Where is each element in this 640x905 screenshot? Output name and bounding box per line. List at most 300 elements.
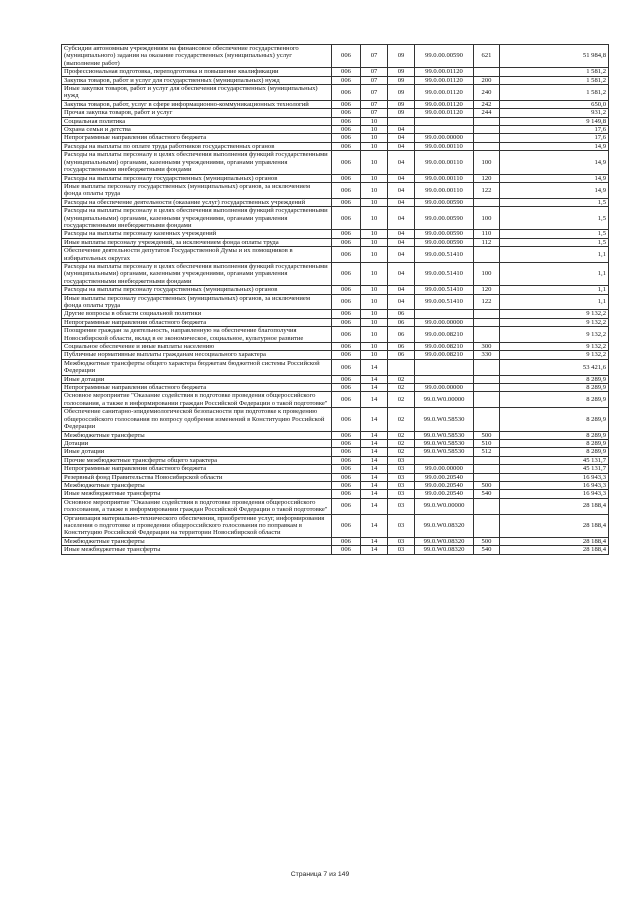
- row-amount: 1,5: [500, 230, 609, 238]
- table-row: [62, 182, 609, 198]
- row-amount: 8 289,9: [500, 448, 609, 456]
- row-target: 99.0.00.00000: [415, 384, 474, 392]
- row-target: 99.0.W0.58530: [415, 408, 474, 431]
- row-ministry: 006: [332, 359, 361, 375]
- row-amount: 51 984,8: [500, 45, 609, 68]
- row-name: Социальное обеспечение и иные выплаты населению: [62, 343, 332, 351]
- row-ministry: 006: [332, 481, 361, 489]
- row-target: 99.0.00.51410: [415, 247, 474, 263]
- budget-table-body: [62, 45, 609, 555]
- row-subsection: 09: [388, 109, 415, 117]
- row-section: 14: [361, 537, 388, 545]
- row-subsection: 04: [388, 151, 415, 174]
- row-type: [474, 142, 500, 150]
- row-type: 120: [474, 174, 500, 182]
- table-row: [62, 473, 609, 481]
- row-subsection: 03: [388, 456, 415, 464]
- row-target: 99.0.00.20540: [415, 481, 474, 489]
- row-amount: 14,9: [500, 174, 609, 182]
- row-amount: 28 188,4: [500, 546, 609, 554]
- row-section: 10: [361, 230, 388, 238]
- row-type: 242: [474, 100, 500, 108]
- row-name: Обеспечение деятельности депутатов Государственной Думы и их помощников в избирательных округах: [62, 247, 332, 263]
- table-row: [62, 151, 609, 174]
- row-amount: 45 131,7: [500, 465, 609, 473]
- row-amount: 9 132,2: [500, 327, 609, 343]
- table-row: [62, 45, 609, 68]
- row-name: Расходы на выплаты по оплате труда работников государственных органов: [62, 142, 332, 150]
- row-amount: 16 943,3: [500, 490, 609, 498]
- row-section: 14: [361, 439, 388, 447]
- row-subsection: 04: [388, 207, 415, 230]
- table-row: [62, 174, 609, 182]
- row-target: 99.0.00.01120: [415, 100, 474, 108]
- row-subsection: 03: [388, 498, 415, 514]
- row-type: [474, 392, 500, 408]
- table-row: [62, 109, 609, 117]
- row-section: 10: [361, 247, 388, 263]
- row-subsection: 02: [388, 375, 415, 383]
- row-name: Расходы на выплаты персоналу государственных (муниципальных) органов: [62, 286, 332, 294]
- table-row: [62, 439, 609, 447]
- row-subsection: 06: [388, 343, 415, 351]
- table-row: [62, 465, 609, 473]
- row-target: [415, 456, 474, 464]
- row-target: 99.0.00.20540: [415, 473, 474, 481]
- row-name: Прочая закупка товаров, работ и услуг: [62, 109, 332, 117]
- table-row: [62, 238, 609, 246]
- row-section: 14: [361, 359, 388, 375]
- row-ministry: 006: [332, 384, 361, 392]
- row-subsection: 09: [388, 100, 415, 108]
- row-ministry: 006: [332, 151, 361, 174]
- row-amount: 9 132,2: [500, 351, 609, 359]
- table-row: [62, 490, 609, 498]
- row-section: 14: [361, 392, 388, 408]
- table-row: [62, 537, 609, 545]
- row-name: Расходы на выплаты персоналу в целях обеспечения выполнения функций государственными (муниципальными) органами, казенными учреждениями, органами управления государственными внебюджетными фондами: [62, 207, 332, 230]
- row-type: 100: [474, 151, 500, 174]
- row-section: 14: [361, 465, 388, 473]
- row-target: 99.0.00.51410: [415, 262, 474, 285]
- row-type: [474, 310, 500, 318]
- row-target: 99.0.00.00590: [415, 238, 474, 246]
- row-amount: 9 132,2: [500, 310, 609, 318]
- row-amount: 45 131,7: [500, 456, 609, 464]
- row-ministry: 006: [332, 109, 361, 117]
- row-ministry: 006: [332, 448, 361, 456]
- row-subsection: 04: [388, 286, 415, 294]
- row-type: 510: [474, 439, 500, 447]
- row-subsection: 02: [388, 439, 415, 447]
- row-type: 500: [474, 537, 500, 545]
- table-row: [62, 134, 609, 142]
- row-ministry: 006: [332, 117, 361, 125]
- row-target: 99.0.00.08210: [415, 327, 474, 343]
- row-target: 99.0.W0.08320: [415, 546, 474, 554]
- table-row: [62, 100, 609, 108]
- row-subsection: [388, 359, 415, 375]
- row-type: [474, 473, 500, 481]
- row-ministry: 006: [332, 408, 361, 431]
- row-name: Иные выплаты персоналу государственных (муниципальных) органов, за исключением фонда оплаты труда: [62, 294, 332, 310]
- row-name: Межбюджетные трансферты общего характера бюджетам бюджетной системы Российской Федерации: [62, 359, 332, 375]
- row-name: Основное мероприятие "Оказание содействия в подготовке проведения общероссийского голосования, а также в информировании граждан Российской Федерации о такой подготовке": [62, 498, 332, 514]
- row-section: 07: [361, 109, 388, 117]
- table-row: [62, 359, 609, 375]
- row-name: Расходы на выплаты персоналу государственных (муниципальных) органов: [62, 174, 332, 182]
- row-type: 621: [474, 45, 500, 68]
- row-target: [415, 375, 474, 383]
- row-amount: 8 289,9: [500, 431, 609, 439]
- page-number: Страница 7 из 149: [290, 871, 350, 878]
- row-ministry: 006: [332, 68, 361, 76]
- row-amount: 1 581,2: [500, 68, 609, 76]
- table-row: [62, 514, 609, 537]
- row-section: 10: [361, 343, 388, 351]
- row-type: [474, 134, 500, 142]
- row-ministry: 006: [332, 514, 361, 537]
- row-amount: 1,5: [500, 238, 609, 246]
- row-name: Другие вопросы в области социальной политики: [62, 310, 332, 318]
- row-amount: 1,5: [500, 198, 609, 206]
- row-name: Социальная политика: [62, 117, 332, 125]
- row-ministry: 006: [332, 439, 361, 447]
- row-type: [474, 384, 500, 392]
- row-type: 540: [474, 546, 500, 554]
- row-type: [474, 498, 500, 514]
- row-target: 99.0.00.01120: [415, 109, 474, 117]
- table-row: [62, 351, 609, 359]
- row-ministry: 006: [332, 174, 361, 182]
- row-name: Расходы на выплаты персоналу в целях обеспечения выполнения функций государственными (муниципальными) органами, казенными учреждениями, органами управления государственными внебюджетными фондами: [62, 151, 332, 174]
- table-row: [62, 198, 609, 206]
- row-amount: 1,5: [500, 207, 609, 230]
- row-section: 14: [361, 498, 388, 514]
- row-ministry: 006: [332, 182, 361, 198]
- row-ministry: 006: [332, 343, 361, 351]
- row-type: [474, 327, 500, 343]
- row-type: [474, 117, 500, 125]
- row-name: Межбюджетные трансферты: [62, 431, 332, 439]
- row-section: 10: [361, 262, 388, 285]
- table-row: [62, 68, 609, 76]
- table-row: [62, 262, 609, 285]
- row-ministry: 006: [332, 392, 361, 408]
- row-subsection: 06: [388, 327, 415, 343]
- row-ministry: 006: [332, 238, 361, 246]
- row-type: 100: [474, 207, 500, 230]
- row-subsection: 04: [388, 238, 415, 246]
- row-type: 500: [474, 431, 500, 439]
- row-subsection: 03: [388, 473, 415, 481]
- row-ministry: 006: [332, 327, 361, 343]
- row-section: 10: [361, 286, 388, 294]
- row-ministry: 006: [332, 465, 361, 473]
- row-subsection: 02: [388, 448, 415, 456]
- row-ministry: 006: [332, 375, 361, 383]
- row-target: 99.0.00.00110: [415, 182, 474, 198]
- table-row: [62, 392, 609, 408]
- row-amount: 1,1: [500, 247, 609, 263]
- row-section: 10: [361, 134, 388, 142]
- row-amount: 16 943,3: [500, 473, 609, 481]
- row-type: [474, 198, 500, 206]
- row-target: [415, 359, 474, 375]
- row-ministry: 006: [332, 546, 361, 554]
- row-subsection: 03: [388, 490, 415, 498]
- table-row: [62, 318, 609, 326]
- row-amount: 1,1: [500, 286, 609, 294]
- row-amount: 8 289,9: [500, 439, 609, 447]
- row-amount: 9 149,8: [500, 117, 609, 125]
- row-target: 99.0.W0.08320: [415, 537, 474, 545]
- row-section: 10: [361, 174, 388, 182]
- row-subsection: 04: [388, 230, 415, 238]
- row-ministry: 006: [332, 473, 361, 481]
- row-section: 10: [361, 207, 388, 230]
- row-ministry: 006: [332, 351, 361, 359]
- row-subsection: 09: [388, 68, 415, 76]
- row-type: 100: [474, 262, 500, 285]
- row-section: 10: [361, 351, 388, 359]
- row-target: 99.0.W0.58530: [415, 448, 474, 456]
- row-amount: 17,6: [500, 126, 609, 134]
- row-amount: 1 581,2: [500, 76, 609, 84]
- row-name: Дотации: [62, 439, 332, 447]
- row-subsection: 09: [388, 85, 415, 101]
- row-name: Непрограммные направления областного бюджета: [62, 465, 332, 473]
- row-amount: 14,9: [500, 151, 609, 174]
- row-section: 14: [361, 546, 388, 554]
- table-row: [62, 384, 609, 392]
- row-target: 99.0.00.01120: [415, 68, 474, 76]
- row-amount: 9 132,2: [500, 318, 609, 326]
- row-section: 10: [361, 151, 388, 174]
- row-target: 99.0.00.08210: [415, 351, 474, 359]
- row-amount: 8 289,9: [500, 392, 609, 408]
- row-section: 10: [361, 294, 388, 310]
- row-name: Профессиональная подготовка, переподготовка и повышение квалификации: [62, 68, 332, 76]
- row-amount: 16 943,3: [500, 481, 609, 489]
- row-name: Иные межбюджетные трансферты: [62, 490, 332, 498]
- row-target: 99.0.00.00590: [415, 230, 474, 238]
- row-type: [474, 247, 500, 263]
- row-target: 99.0.W0.00000: [415, 498, 474, 514]
- row-subsection: 04: [388, 126, 415, 134]
- row-name: Прочие межбюджетные трансферты общего характера: [62, 456, 332, 464]
- table-row: [62, 286, 609, 294]
- row-section: 07: [361, 45, 388, 68]
- table-row: [62, 408, 609, 431]
- row-amount: 8 289,9: [500, 408, 609, 431]
- row-target: [415, 310, 474, 318]
- row-name: Расходы на выплаты персоналу казенных учреждений: [62, 230, 332, 238]
- row-section: 07: [361, 76, 388, 84]
- row-target: 99.0.00.51410: [415, 294, 474, 310]
- row-name: Иные межбюджетные трансферты: [62, 546, 332, 554]
- row-section: 10: [361, 198, 388, 206]
- row-ministry: 006: [332, 100, 361, 108]
- table-row: [62, 247, 609, 263]
- table-row: [62, 481, 609, 489]
- row-ministry: 006: [332, 45, 361, 68]
- row-type: 200: [474, 76, 500, 84]
- row-ministry: 006: [332, 247, 361, 263]
- row-subsection: 03: [388, 481, 415, 489]
- row-subsection: 06: [388, 318, 415, 326]
- row-target: 99.0.W0.00000: [415, 392, 474, 408]
- table-row: [62, 207, 609, 230]
- row-amount: 1,1: [500, 262, 609, 285]
- row-type: 122: [474, 182, 500, 198]
- row-target: 99.0.00.00590: [415, 45, 474, 68]
- row-section: 10: [361, 142, 388, 150]
- table-row: [62, 448, 609, 456]
- row-target: 99.0.00.00590: [415, 198, 474, 206]
- row-ministry: 006: [332, 126, 361, 134]
- row-name: Межбюджетные трансферты: [62, 537, 332, 545]
- row-section: 10: [361, 327, 388, 343]
- row-name: Охрана семьи и детства: [62, 126, 332, 134]
- row-section: 10: [361, 117, 388, 125]
- budget-table: [61, 44, 609, 555]
- row-section: 14: [361, 448, 388, 456]
- table-row: [62, 310, 609, 318]
- row-amount: 17,6: [500, 134, 609, 142]
- row-section: 14: [361, 431, 388, 439]
- row-type: 512: [474, 448, 500, 456]
- row-type: [474, 456, 500, 464]
- row-amount: 650,0: [500, 100, 609, 108]
- row-type: [474, 68, 500, 76]
- row-ministry: 006: [332, 431, 361, 439]
- row-ministry: 006: [332, 85, 361, 101]
- row-name: Обеспечение санитарно-эпидемиологической безопасности при подготовке к проведению общероссийского голосования по вопросу одобрения изменений в Конституцию Российской Федерации: [62, 408, 332, 431]
- table-row: [62, 431, 609, 439]
- row-target: 99.0.00.00590: [415, 207, 474, 230]
- row-target: 99.0.00.00000: [415, 318, 474, 326]
- row-subsection: 04: [388, 198, 415, 206]
- row-section: 14: [361, 375, 388, 383]
- table-row: [62, 294, 609, 310]
- row-ministry: 006: [332, 286, 361, 294]
- row-ministry: 006: [332, 294, 361, 310]
- row-subsection: 03: [388, 537, 415, 545]
- row-name: Закупка товаров, работ, услуг в сфере информационно-коммуникационных технологий: [62, 100, 332, 108]
- row-section: 14: [361, 514, 388, 537]
- row-ministry: 006: [332, 142, 361, 150]
- row-subsection: 04: [388, 134, 415, 142]
- row-type: [474, 514, 500, 537]
- row-target: 99.0.W0.58530: [415, 439, 474, 447]
- row-subsection: 04: [388, 182, 415, 198]
- row-name: Расходы на выплаты персоналу в целях обеспечения выполнения функций государственными (муниципальными) органами, казенными учреждениями, органами управления государственными внебюджетными фондами: [62, 262, 332, 285]
- row-name: Иные закупки товаров, работ и услуг для обеспечения государственных (муниципальных) нужд: [62, 85, 332, 101]
- row-ministry: 006: [332, 310, 361, 318]
- row-amount: 8 289,9: [500, 384, 609, 392]
- table-row: [62, 327, 609, 343]
- row-section: 14: [361, 481, 388, 489]
- table-row: [62, 230, 609, 238]
- table-row: [62, 142, 609, 150]
- row-type: 540: [474, 490, 500, 498]
- row-ministry: 006: [332, 318, 361, 326]
- row-name: Субсидии автономным учреждениям на финансовое обеспечение государственного (муниципального) задания на оказание государственных (муниципальных) услуг (выполнение работ): [62, 45, 332, 68]
- row-amount: 28 188,4: [500, 498, 609, 514]
- row-type: [474, 465, 500, 473]
- row-amount: 28 188,4: [500, 537, 609, 545]
- row-ministry: 006: [332, 498, 361, 514]
- row-type: 112: [474, 238, 500, 246]
- row-subsection: 06: [388, 310, 415, 318]
- row-target: 99.0.00.01120: [415, 85, 474, 101]
- row-subsection: 03: [388, 465, 415, 473]
- row-subsection: 02: [388, 408, 415, 431]
- row-subsection: 02: [388, 431, 415, 439]
- row-amount: 1,1: [500, 294, 609, 310]
- row-type: 240: [474, 85, 500, 101]
- table-row: [62, 343, 609, 351]
- row-name: Закупка товаров, работ и услуг для государственных (муниципальных) нужд: [62, 76, 332, 84]
- row-target: 99.0.00.51410: [415, 286, 474, 294]
- row-subsection: 04: [388, 247, 415, 263]
- row-section: 14: [361, 384, 388, 392]
- row-ministry: 006: [332, 207, 361, 230]
- row-subsection: 04: [388, 174, 415, 182]
- row-section: 10: [361, 238, 388, 246]
- row-subsection: 03: [388, 514, 415, 537]
- row-section: 14: [361, 456, 388, 464]
- row-amount: 14,9: [500, 142, 609, 150]
- row-ministry: 006: [332, 230, 361, 238]
- row-target: [415, 126, 474, 134]
- row-type: 122: [474, 294, 500, 310]
- row-target: 99.0.W0.08320: [415, 514, 474, 537]
- row-name: Иные дотации: [62, 375, 332, 383]
- row-target: [415, 117, 474, 125]
- row-type: [474, 408, 500, 431]
- row-name: Межбюджетные трансферты: [62, 481, 332, 489]
- table-row: [62, 126, 609, 134]
- row-target: 99.0.00.01120: [415, 76, 474, 84]
- row-type: 120: [474, 286, 500, 294]
- row-type: [474, 318, 500, 326]
- row-amount: 28 188,4: [500, 514, 609, 537]
- row-subsection: 04: [388, 262, 415, 285]
- row-type: [474, 359, 500, 375]
- row-subsection: 02: [388, 392, 415, 408]
- row-section: 14: [361, 490, 388, 498]
- row-target: 99.0.00.00000: [415, 134, 474, 142]
- row-subsection: 09: [388, 45, 415, 68]
- row-section: 10: [361, 126, 388, 134]
- row-ministry: 006: [332, 198, 361, 206]
- row-name: Непрограммные направления областного бюджета: [62, 384, 332, 392]
- row-target: 99.0.00.00110: [415, 151, 474, 174]
- row-target: 99.0.00.00110: [415, 174, 474, 182]
- row-section: 10: [361, 182, 388, 198]
- row-subsection: 02: [388, 384, 415, 392]
- row-type: 244: [474, 109, 500, 117]
- row-target: 99.0.00.00000: [415, 465, 474, 473]
- row-ministry: 006: [332, 262, 361, 285]
- row-target: 99.0.W0.58530: [415, 431, 474, 439]
- row-section: 07: [361, 85, 388, 101]
- row-target: 99.0.00.00110: [415, 142, 474, 150]
- row-section: 07: [361, 68, 388, 76]
- row-ministry: 006: [332, 537, 361, 545]
